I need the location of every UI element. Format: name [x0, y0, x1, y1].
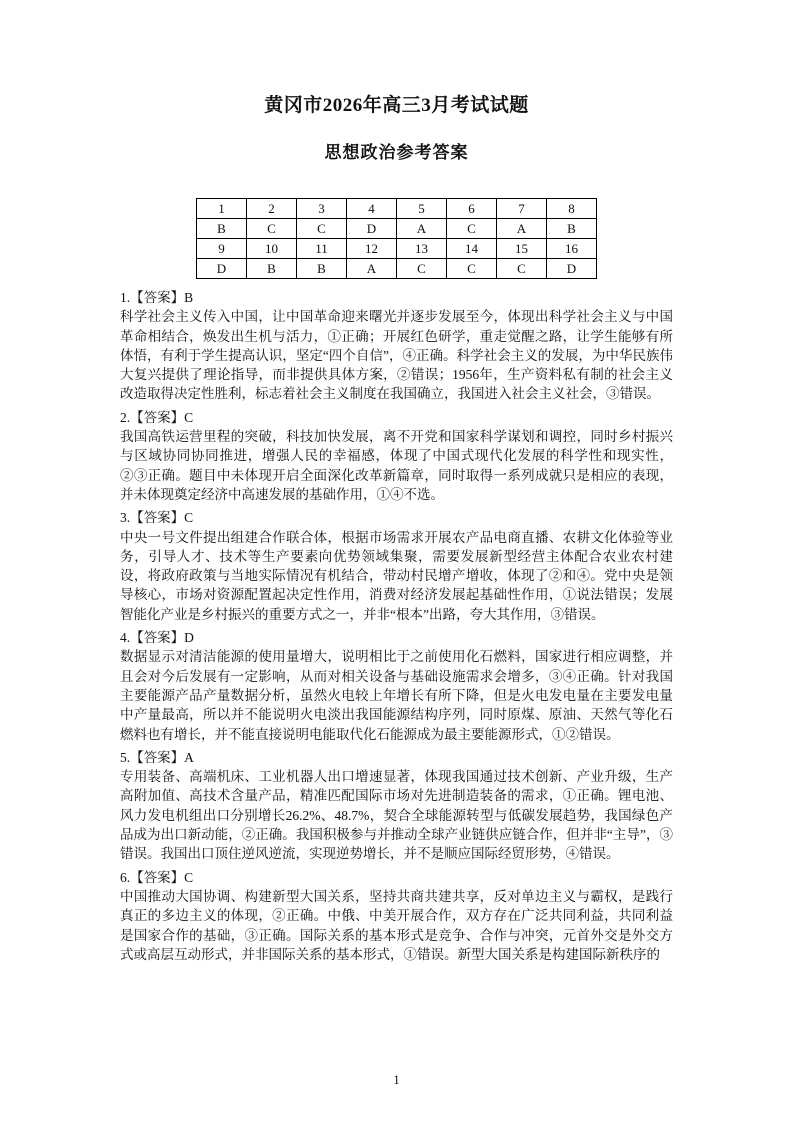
answer-cell: 11	[297, 239, 347, 259]
answer-block-5	[120, 748, 673, 864]
answer-cell: A	[397, 219, 447, 239]
answer-cell: A	[497, 219, 547, 239]
answer-cell: B	[547, 219, 597, 239]
answer-block-3	[120, 508, 673, 624]
answer-cell: C	[447, 259, 497, 279]
answer-label: 4.【答案】D	[120, 630, 194, 646]
answer-cell: C	[297, 219, 347, 239]
answer-cell: C	[247, 219, 297, 239]
answer-body: 数据显示对清洁能源的使用量增大，说明相比于之前使用化石燃料，国家进行相应调整，并且会对今后发展有一定影响，从而对相关设备与基础设施需求会增多，③④正确。针对我国主要能源产品产量数据分析，虽然火电较上年增长有所下降，但是火电发电量在主要发电量中产量最高，所以并不能说明火电淡出我国能源结构序列，同时原煤、原油、天然气等化石燃料也有增长，并不能直接说明电能取代化石能源成为最主要能源形式，①②错误。	[120, 649, 673, 742]
answer-cell: B	[247, 259, 297, 279]
answer-cell: 13	[397, 239, 447, 259]
answer-cell: 5	[397, 199, 447, 219]
answer-cell: 4	[347, 199, 397, 219]
answer-key-table	[196, 198, 597, 279]
answer-cell: C	[497, 259, 547, 279]
answer-body: 中国推动大国协调、构建新型大国关系，坚持共商共建共享，反对单边主义与霸权，是践行真正的多边主义的体现，②正确。中俄、中美开展合作，双方存在广泛共同利益，共同利益是国家合作的基础，③正确。国际关系的基本形式是竞争、合作与冲突，元首外交是外交方式或高层互动形式，并非国际关系的基本形式，①错误。新型大国关系是构建国际新秩序的	[120, 888, 673, 962]
answer-label: 3.【答案】C	[120, 510, 194, 526]
page-number: 1	[393, 1073, 400, 1087]
answer-key-row	[197, 219, 597, 239]
answer-key-row	[197, 259, 597, 279]
answer-body: 专用装备、高端机床、工业机器人出口增速显著，体现我国通过技术创新、产业升级，生产高附加值、高技术含量产品，精准匹配国际市场对先进制造装备的需求，①正确。锂电池、风力发电机组出口分别增长26.2%、48.7%，契合全球能源转型与低碳发展趋势，我国绿色产品成为出口新动能，②正确。我国积极参与并推动全球产业链供应链合作，但并非“主导”，③错误。我国出口顶住逆风逆流，实现逆势增长，并不是顺应国际经贸形势，④错误。	[120, 769, 673, 862]
answer-label: 6.【答案】C	[120, 869, 194, 885]
answer-cell: 2	[247, 199, 297, 219]
answer-cell: 7	[497, 199, 547, 219]
answer-block-1	[120, 288, 673, 404]
answer-cell: 1	[197, 199, 247, 219]
answer-cell: 6	[447, 199, 497, 219]
answer-cell: C	[397, 259, 447, 279]
answer-body: 我国高铁运营里程的突破，科技加快发展，离不开党和国家科学谋划和调控，同时乡村振兴与区域协同协同推进，增强人民的幸福感，体现了中国式现代化发展的科学性和现实性，②③正确。题目中未体现开启全面深化改革新篇章，同时取得一系列成就只是相应的表现，并未体现奠定经济中高速发展的基础作用，①④不选。	[120, 429, 673, 502]
answer-cell: D	[547, 259, 597, 279]
answer-cell: A	[347, 259, 397, 279]
answer-key-row	[197, 239, 597, 259]
answer-label: 1.【答案】B	[120, 290, 194, 305]
answer-label: 2.【答案】C	[120, 409, 194, 425]
answer-body: 科学社会主义传入中国，让中国革命迎来曙光并逐步发展至今，体现出科学社会主义与中国革命相结合，焕发出生机与活力，①正确；开展红色研学，重走觉醒之路，让学生能够有所体悟，有利于学生提高认识，坚定“四个自信”，④正确。科学社会主义的发展，为中华民族伟大复兴提供了理论指导，而非提供具体方案，②错误；1956年，生产资料私有制的社会主义改造取得决定性胜利，标志着社会主义制度在我国确立，我国进入社会主义社会，③错误。	[120, 309, 673, 402]
answers-list	[120, 288, 673, 964]
answer-cell: 14	[447, 239, 497, 259]
answer-cell: C	[447, 219, 497, 239]
answer-cell: 10	[247, 239, 297, 259]
answer-cell: B	[197, 219, 247, 239]
answer-cell: B	[297, 259, 347, 279]
answer-body: 中央一号文件提出组建合作联合体，根据市场需求开展农产品电商直播、农耕文化体验等业务，引导人才、技术等生产要素向优势领域集聚，需要发展新型经营主体配合农业农村建设，将政府政策与当地实际情况有机结合，带动村民增产增收，体现了②和④。党中央是领导核心，市场对资源配置起决定性作用，消费对经济发展起基础性作用，①说法错误；发展智能化产业是乡村振兴的重要方式之一，并非“根本”出路，夸大其作用，③错误。	[120, 529, 673, 622]
answer-cell: 9	[197, 239, 247, 259]
answer-block-6	[120, 868, 673, 964]
document-subtitle: 思想政治参考答案	[324, 143, 469, 162]
answer-cell: 16	[547, 239, 597, 259]
answer-cell: 8	[547, 199, 597, 219]
answer-cell: 3	[297, 199, 347, 219]
answer-cell: D	[347, 219, 397, 239]
answer-label: 5.【答案】A	[120, 749, 194, 765]
answer-block-2	[120, 408, 673, 504]
answer-key-row	[197, 199, 597, 219]
answer-block-4	[120, 628, 673, 744]
document-title: 黄冈市2026年高三3月考试试题	[264, 95, 529, 116]
answer-cell: 12	[347, 239, 397, 259]
answer-cell: D	[197, 259, 247, 279]
answer-cell: 15	[497, 239, 547, 259]
